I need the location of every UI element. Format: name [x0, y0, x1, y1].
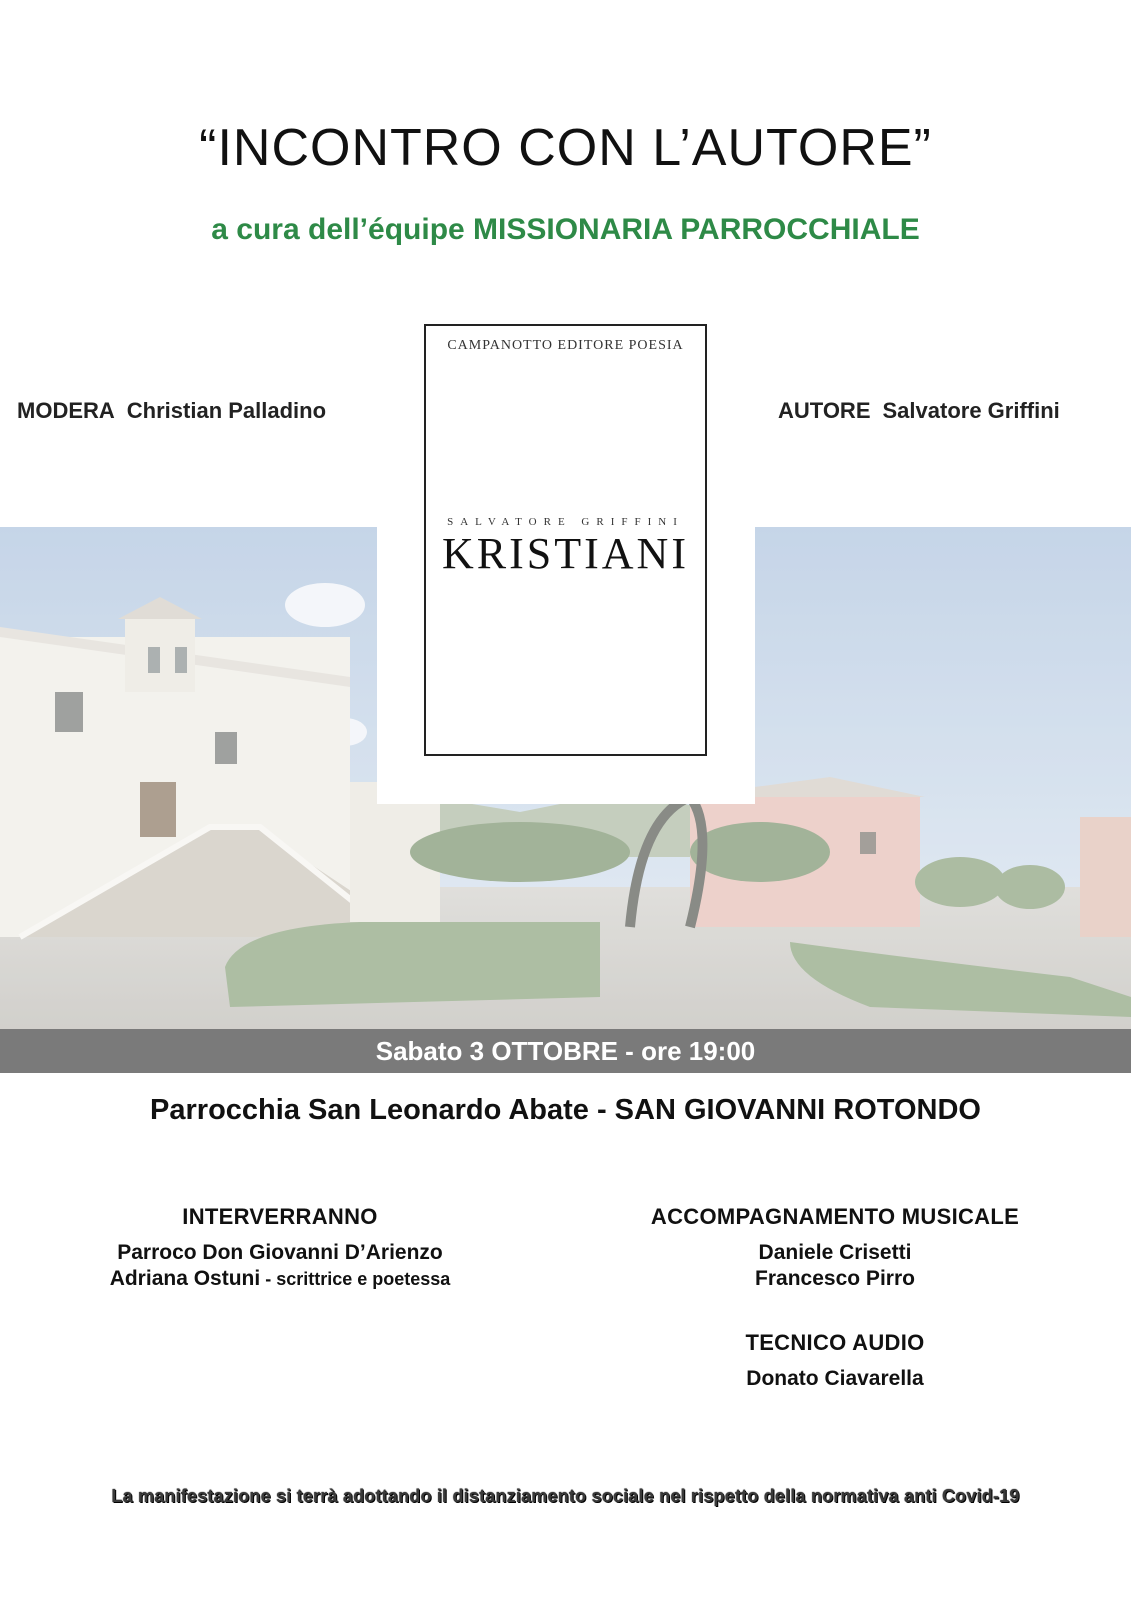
music-heading: ACCOMPAGNAMENTO MUSICALE: [650, 1204, 1020, 1229]
date-time-band: Sabato 3 OTTOBRE - ore 19:00: [0, 1029, 1131, 1073]
speakers-section: [60, 1204, 500, 1292]
organizer-subtitle: a cura dell’équipe MISSIONARIA PARROCCHIALE: [211, 213, 920, 246]
covid-notice: La manifestazione si terrà adottando il distanziamento sociale nel rispetto della normativa anti Covid-19: [111, 1486, 1020, 1506]
speakers-heading: INTERVERRANNO: [182, 1204, 378, 1229]
audio-technician: Donato Ciavarella: [746, 1367, 924, 1390]
audio-heading: TECNICO AUDIO: [745, 1330, 925, 1355]
moderator-name: Christian Palladino: [126, 398, 327, 423]
event-title: “INCONTRO CON L’AUTORE”: [199, 119, 932, 177]
moderator-line: [17, 398, 326, 424]
speaker-name: Adriana Ostuni: [109, 1267, 261, 1290]
cover-publisher: CAMPANOTTO EDITORE POESIA: [447, 338, 684, 353]
speaker-note: - scrittrice e poetessa: [260, 1269, 451, 1289]
audio-section: [630, 1330, 1040, 1392]
author-line: [778, 398, 1060, 424]
cover-author: SALVATORE GRIFFINI: [447, 516, 684, 528]
author-label: AUTORE: [778, 398, 871, 423]
book-cover: [424, 324, 707, 756]
moderator-label: MODERA: [17, 398, 115, 423]
author-name: Salvatore Griffini: [882, 398, 1060, 423]
speaker-item: [60, 1266, 500, 1292]
musician-item: Daniele Crisetti: [758, 1241, 912, 1264]
music-section: [630, 1204, 1040, 1292]
musician-item: Francesco Pirro: [755, 1267, 915, 1290]
venue: Parrocchia San Leonardo Abate - SAN GIOVANNI ROTONDO: [150, 1094, 981, 1126]
cover-title: KRISTIANI: [442, 529, 689, 578]
speaker-item: Parroco Don Giovanni D’Arienzo: [117, 1241, 443, 1264]
